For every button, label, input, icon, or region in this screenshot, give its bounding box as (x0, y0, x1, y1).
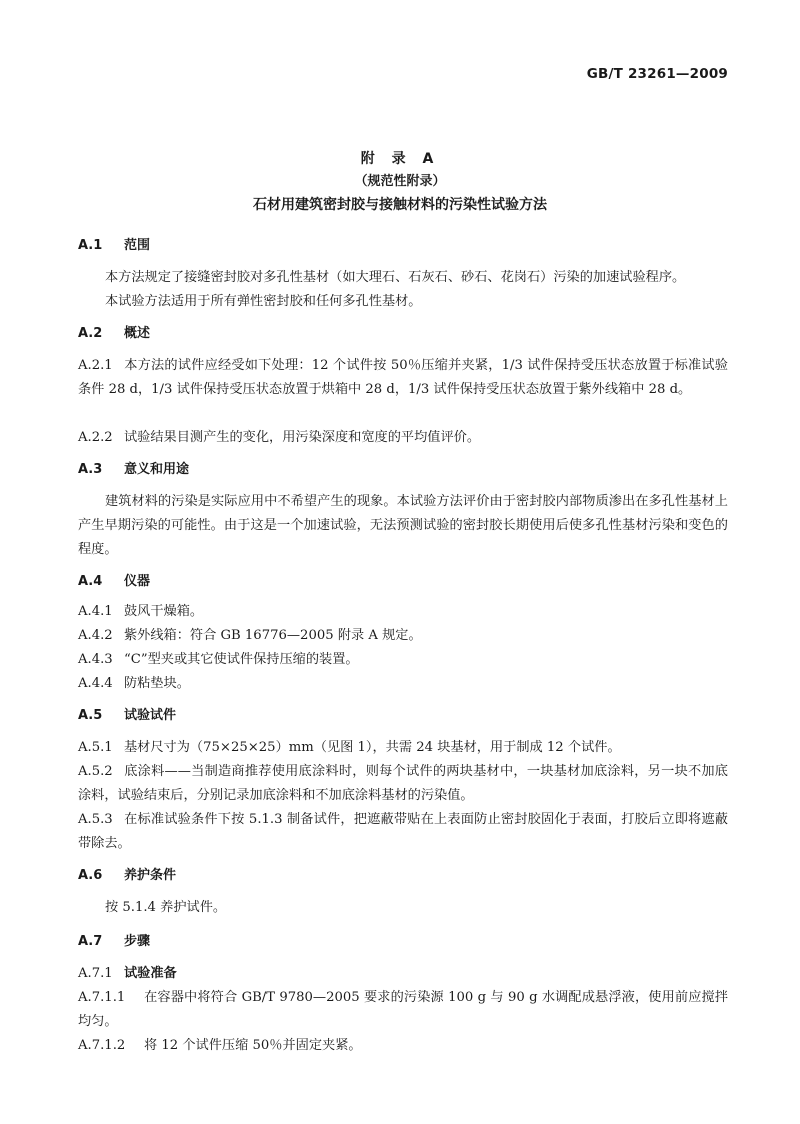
clause-text: 在标准试验条件下按 5.1.3 制备试件，把遮蔽带贴在上表面防止密封胶固化于表面，打胶后立即将遮蔽带除去。 (78, 812, 728, 851)
section-number: A.1 (78, 238, 103, 253)
section-title: 范围 (124, 238, 151, 253)
section-title: 仪器 (124, 574, 151, 589)
paragraph: 本试验方法适用于所有弹性密封胶和任何多孔性基材。 (105, 294, 422, 309)
clause-text: 鼓风干燥箱。 (124, 604, 204, 619)
section-heading-a3 (78, 458, 728, 482)
section-heading-a7 (78, 930, 728, 954)
section-title: 步骤 (124, 934, 151, 949)
standard-number: GB/T 23261—2009 (586, 66, 728, 82)
clause-number: A.5.2 (78, 764, 113, 779)
section-title: 概述 (124, 326, 151, 341)
clause-number: A.7.1.1 (78, 990, 126, 1005)
annex-subject: 石材用建筑密封胶与接触材料的污染性试验方法 (253, 197, 547, 213)
clause-text: “C”型夹或其它使试件保持压缩的装置。 (124, 652, 359, 667)
clause-number: A.5.1 (78, 740, 113, 755)
annex-title: 附 录 A (360, 151, 440, 167)
annex-type: （规范性附录） (354, 174, 446, 189)
section-number: A.5 (78, 708, 103, 723)
clause-a4-2 (78, 624, 728, 648)
section-heading-a6 (78, 864, 728, 888)
clause-a5-2 (78, 760, 728, 808)
section-heading-a4 (78, 570, 728, 594)
clause-text: 本方法的试件应经受如下处理：12 个试件按 50％压缩并夹紧，1/3 试件保持受压状态放置于标准试验条件 28 d，1/3 试件保持受压状态放置于烘箱中 28 d，1/3 试件保持受压状态放置于紫外线箱中 28 d。 (78, 358, 728, 397)
paragraph: 本方法规定了接缝密封胶对多孔性基材（如大理石、石灰石、砂石、花岗石）污染的加速试验程序。 (105, 270, 686, 285)
section-heading-a5 (78, 704, 728, 728)
clause-a7-1 (78, 962, 728, 986)
paragraph: 建筑材料的污染是实际应用中不希望产生的现象。本试验方法评价由于密封胶内部物质渗出在多孔性基材上产生早期污染的可能性。由于这是一个加速试验，无法预测试验的密封胶长期使用后使多孔性基材污染和变色的程度。 (78, 494, 728, 557)
clause-text: 基材尺寸为（75×25×25）mm（见图 1），共需 24 块基材，用于制成 12 个试件。 (124, 740, 621, 755)
clause-number: A.2.1 (78, 358, 113, 373)
clause-number: A.4.3 (78, 652, 113, 667)
clause-number: A.7.1.2 (78, 1038, 126, 1053)
section-title: 意义和用途 (124, 462, 190, 477)
clause-number: A.4.2 (78, 628, 113, 643)
clause-text: 紫外线箱：符合 GB 16776—2005 附录 A 规定。 (124, 628, 422, 643)
clause-text: 防粘垫块。 (124, 676, 190, 691)
clause-a4-4 (78, 672, 728, 696)
clause-a5-3 (78, 808, 728, 856)
clause-text: 在容器中将符合 GB/T 9780—2005 要求的污染源 100 g 与 90 g 水调配成悬浮液，使用前应搅拌均匀。 (78, 990, 728, 1029)
section-title: 养护条件 (124, 868, 177, 883)
clause-a2-2 (78, 426, 728, 450)
clause-a4-1 (78, 600, 728, 624)
section-title: 试验试件 (124, 708, 177, 723)
clause-a7-1-1 (78, 986, 728, 1034)
clause-number: A.5.3 (78, 812, 113, 827)
clause-title: 试验准备 (124, 966, 177, 981)
section-number: A.2 (78, 326, 103, 341)
section-number: A.4 (78, 574, 103, 589)
clause-number: A.2.2 (78, 430, 113, 445)
section-heading-a1 (78, 234, 728, 258)
clause-number: A.4.1 (78, 604, 113, 619)
paragraph: 按 5.1.4 养护试件。 (105, 900, 227, 915)
clause-a4-3 (78, 648, 728, 672)
section-number: A.7 (78, 934, 103, 949)
clause-number: A.4.4 (78, 676, 113, 691)
clause-text: 将 12 个试件压缩 50％并固定夹紧。 (144, 1038, 362, 1053)
section-number: A.3 (78, 462, 103, 477)
clause-number: A.7.1 (78, 966, 113, 981)
clause-text: 底涂料——当制造商推荐使用底涂料时，则每个试件的两块基材中，一块基材加底涂料，另一块不加底涂料，试验结束后，分别记录加底涂料和不加底涂料基材的污染值。 (78, 764, 728, 803)
section-number: A.6 (78, 868, 103, 883)
clause-text: 试验结果目测产生的变化，用污染深度和宽度的平均值评价。 (124, 430, 481, 445)
clause-a2-1 (78, 354, 728, 402)
annex-title-block (0, 148, 800, 216)
clause-a7-1-2 (78, 1034, 728, 1058)
clause-a5-1 (78, 736, 728, 760)
section-heading-a2 (78, 322, 728, 346)
